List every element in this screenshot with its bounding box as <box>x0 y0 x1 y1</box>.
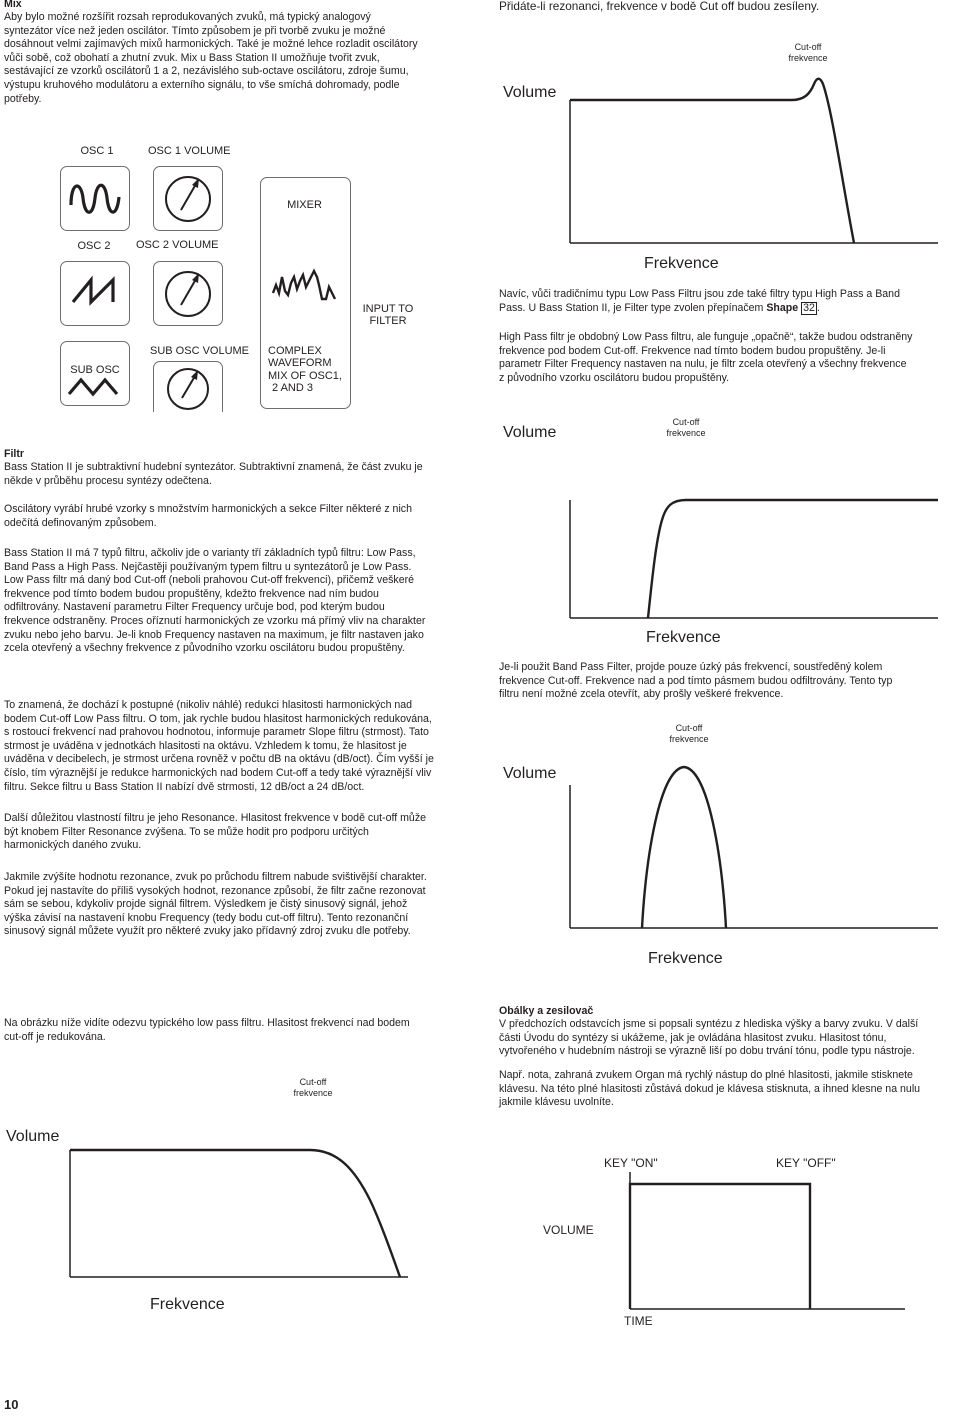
text-line: potřeby. <box>4 92 42 105</box>
text-line <box>499 302 959 316</box>
highpass-frequency-label: Frekvence <box>646 629 721 646</box>
mix-paragraph <box>4 11 474 106</box>
bandpass-cutoff-label <box>664 723 714 744</box>
knob-icon <box>154 362 222 412</box>
filtr-paragraph-1 <box>4 461 474 488</box>
text-line: výstupu kruhového modulátoru a externího signálu, to vše smíchá dohromady, podle <box>4 78 400 91</box>
text-line: Oscilátory vyrábí hrubé vzorky s množstvím harmonických a sekce Filter některé z nich <box>4 503 412 515</box>
lowpass-cutoff-label <box>288 1077 338 1098</box>
text-line: části Úvodu do syntézy si ukážeme, jak je ovládána hlasitost zvuku. Hlasitost tónu, <box>499 1031 887 1044</box>
key-on-label: KEY "ON" <box>604 1156 658 1170</box>
text-line: číslo, tím výraznější je redukce harmonických nad bodem Cut-off a tedy také výraznější vliv <box>4 766 432 779</box>
text-line: Na obrázku níže vidíte odezvu typického low pass filtru. Hlasitost frekvencí nad bodem <box>4 1017 410 1029</box>
text-line: Navíc, vůči tradičnímu typu Low Pass Filtru jsou zde také filtry typu High Pass a Band <box>499 288 900 300</box>
text-line: harmonických daného zvuku. <box>4 839 142 852</box>
text-line: Jakmile zvýšíte hodnotu rezonance, zvuk po průchodu filtrem nabude svištivější charakter. <box>4 871 427 883</box>
resonance-frequency-label: Frekvence <box>644 255 719 272</box>
text-line: Aby bylo možné rozšířit rozsah reprodukovaných zvuků, má typický analogový <box>4 11 371 23</box>
text-line: filtru není možné zcela otevřít, aby prošly veškeré frekvence. <box>499 688 784 701</box>
filtr-paragraph-2 <box>4 503 474 530</box>
complex-waveform-icon <box>270 265 340 310</box>
label-line: frekvence <box>788 52 828 63</box>
bandpass-volume-label: Volume <box>503 765 557 782</box>
osc1-label: OSC 1 <box>80 145 114 157</box>
text-line: frekvence pod tímto bodem budou propuštěny, kdežto frekvence nad ním budou <box>4 587 379 600</box>
text-line: zcela otevřený a všechny frekvence z původního vzorku oscilátoru budou propuštěny. <box>4 642 405 655</box>
lowpass-intro <box>4 1017 476 1044</box>
text-line: sám se sebou, kdykoliv projde signál filtrem. Výsledkem je čistý sinusový signál, jehož <box>4 898 408 911</box>
filtr-paragraph-4 <box>4 699 476 794</box>
text-line: High Pass filtr je obdobný Low Pass filtru, ale funguje „opačně“, takže budou odstraněny <box>499 331 913 343</box>
highpass-volume-label: Volume <box>503 424 557 441</box>
label-line: Cut-off <box>672 417 700 427</box>
label-line: frekvence <box>293 1087 333 1098</box>
sub-osc-label: SUB OSC <box>70 364 120 376</box>
resonance-volume-label: Volume <box>503 84 557 101</box>
mix-heading: Mix <box>4 0 22 10</box>
text-line: Pokud jej nastavíte do příliš vysokých hodnot, rezonance způsobí, že filtr začne rezonovat <box>4 884 426 897</box>
resonance-cutoff-label <box>783 42 833 63</box>
text-line: Další důležitou vlastností filtru je jeho Resonance. Hlasitost frekvence v bodě cut-off může <box>4 812 427 824</box>
text-line: být knobem Filter Resonance zvýšena. To se může hodit pro podporu určitých <box>4 825 369 838</box>
obalky-paragraph-1 <box>499 1018 960 1059</box>
lowpass-volume-label: Volume <box>6 1128 60 1145</box>
label-line: COMPLEX <box>268 345 322 357</box>
sine-wave-icon <box>61 167 129 230</box>
osc2-volume-knob-box <box>153 261 223 326</box>
complex-waveform-label <box>268 345 348 395</box>
bandpass-response-graph <box>570 745 940 930</box>
osc2-volume-label: OSC 2 VOLUME <box>136 239 219 251</box>
sub-osc-wave-box <box>60 341 130 406</box>
shape-switch-name: Shape <box>766 301 799 314</box>
text-line: Bass Station II má 7 typů filtru, ačkoliv jde o varianty tří základních typů filtru: Low Pass, <box>4 547 416 559</box>
label-line: FILTER <box>369 315 407 328</box>
text-line: V předchozích odstavcích jsme si popsali syntézu z hlediska výšky a barvy zvuku. V další <box>499 1018 919 1030</box>
text-line: filtru. Sekce filtru u Bass Station II nabízí dvě strmosti, 12 dB/oct a 24 dB/oct. <box>4 780 365 793</box>
text-line: Bass Station II je subtraktivní hudební syntezátor. Subtraktivní znamená, že část zvuku je <box>4 461 423 473</box>
text-line: odfiltrovány. Nastavení parametru Filter Frequency určuje bod, pod kterým budou <box>4 601 385 614</box>
text-line: s rostoucí frekvencí nad prahovou hodnotou, informuje parametr Slope filtru (strmost). Tato <box>4 726 429 739</box>
text-line: jakmile klávesu uvolníte. <box>499 1096 614 1109</box>
text-line: odečítá definovaným způsobem. <box>4 516 157 529</box>
text-line: To znamená, že dochází k postupné (nikoliv náhlé) redukci hlasitosti harmonických nad <box>4 699 413 711</box>
osc1-volume-knob-box <box>153 166 223 231</box>
text-line: někde v průběhu procesu syntézy odečtena. <box>4 474 212 487</box>
page-number: 10 <box>4 1397 19 1412</box>
label-line: Cut-off <box>299 1077 327 1087</box>
text-line: Např. nota, zahraná zvukem Organ má rychlý nástup do plné hlasitosti, jakmile stisknete <box>499 1069 913 1081</box>
obalky-heading: Obálky a zesilovač <box>499 1005 594 1017</box>
text-line: vůči sobě, což obohatí a zhutní zvuk. Mix u Bass Station II umožňuje tvořit zvuk, <box>4 51 380 64</box>
filtr-paragraph-6 <box>4 871 476 939</box>
text-span: Pass. U Bass Station II, je Filter type zvolen přepínačem <box>499 301 767 314</box>
text-line: sestávající ze vzorků oscilátorů 1 a 2, nezávislého sub-octave oscilátoru, zdroje šumu, <box>4 65 409 78</box>
sub-osc-volume-label: SUB OSC VOLUME <box>150 345 250 357</box>
key-off-label: KEY "OFF" <box>776 1156 836 1170</box>
text-line: sinusový signál můžete využít pro některé zvuky jako přídavný zdroj zvuku dle potřeby. <box>4 925 411 938</box>
envelope-time-label: TIME <box>624 1314 653 1328</box>
sub-osc-volume-knob-box <box>153 361 223 412</box>
envelope-volume-label: VOLUME <box>543 1223 594 1237</box>
osc2-wave-box <box>60 261 130 326</box>
text-line: frekvence Cut-off. Frekvence nad a pod tímto pásmem budou odfiltrovány. Tento typ <box>499 674 893 687</box>
knob-icon <box>154 167 222 230</box>
resonance-response-graph <box>570 70 940 245</box>
text-line: vytvořeného v hudebním nástroji se výrazně liší po dobu trvání tónu, podle typu nástroje. <box>499 1045 915 1058</box>
label-line: INPUT TO <box>362 303 414 315</box>
organ-envelope-graph <box>560 1172 940 1312</box>
obalky-paragraph-2 <box>499 1069 960 1110</box>
filtr-heading: Filtr <box>4 448 25 460</box>
text-line: uváděna v decibelech, je strmost určena rovněž v počtu dB na oktávu (dB/oct). Čím vyšší je <box>4 753 434 766</box>
lowpass-frequency-label: Frekvence <box>150 1296 225 1313</box>
text-line: strmost je uváděna v jednotkách hlasitosti na oktávu. Vzhledem k tomu, že hlasitost je <box>4 739 407 752</box>
bandpass-paragraph <box>499 661 959 702</box>
input-to-filter-label <box>358 303 418 328</box>
label-line: MIX OF OSC1, <box>268 369 342 382</box>
resonance-caption: Přidáte-li rezonanci, frekvence v bodě Cut off budou zesíleny. <box>499 0 820 13</box>
bandpass-frequency-label: Frekvence <box>648 950 723 967</box>
shape-switch-number: 32 <box>803 301 815 314</box>
lowpass-response-graph <box>70 1100 410 1280</box>
filtr-paragraph-5 <box>4 812 476 853</box>
label-line: 2 AND 3 <box>272 382 313 395</box>
text-line: syntezátor více než jeden oscilátor. Tímto způsobem je při tvorbě zvuku je možné <box>4 24 386 37</box>
text-line: parametr Filter Frequency nastaven na nulu, je filtr zcela otevřený a všechny frekvence <box>499 358 907 371</box>
text-line: Je-li použit Band Pass Filter, projde pouze úzký pás frekvencí, soustředěný kolem <box>499 661 883 673</box>
text-line: frekvence pod bodem Cut-off. Frekvence nad tímto bodem budou propuštěny. Je-li <box>499 344 886 357</box>
text-line: Band Pass a High Pass. Nejčastěji používaným typem filtru u syntezátorů je Low Pass. <box>4 560 412 573</box>
highpass-response-graph <box>570 440 940 620</box>
text-span: . <box>816 301 820 314</box>
highpass-paragraph-2 <box>499 331 959 385</box>
text-line: z původního vzorku oscilátoru budou propuštěny. <box>499 371 730 384</box>
osc1-volume-label: OSC 1 VOLUME <box>148 145 231 157</box>
text-line: dosáhnout velmi zajímavých mixů harmonických. Také je možné lehce rozladit oscilátory <box>4 38 418 51</box>
label-line: frekvence <box>669 733 709 744</box>
text-line: cut-off je redukována. <box>4 1030 106 1043</box>
label-line: WAVEFORM <box>268 357 332 370</box>
mixer-label: MIXER <box>287 199 322 211</box>
highpass-cutoff-label <box>661 417 711 438</box>
osc1-wave-box <box>60 166 130 231</box>
text-line: Low Pass filtr má daný bod Cut-off (neboli prahovou Cut-off frekvenci), přičemž veškeré <box>4 574 415 587</box>
sawtooth-wave-icon <box>61 262 129 325</box>
osc2-label: OSC 2 <box>77 240 111 252</box>
filtr-paragraph-3 <box>4 547 474 656</box>
text-line: bodem Cut-off Low Pass filtru. O tom, jak rychle budou hlasitost harmonických redukována, <box>4 712 432 725</box>
highpass-paragraph-1 <box>499 288 959 315</box>
label-line: Cut-off <box>794 42 822 52</box>
text-line: klávesu. Na této plné hlasitosti zůstává dokud je klávesa stisknuta, a ihned klesne na nulu <box>499 1082 921 1095</box>
text-line: zvuku nebo jeho barvu. Je-li knob Frequency nastaven na maximum, je filtr nastaven jako <box>4 628 424 641</box>
label-line: Cut-off <box>675 723 703 733</box>
knob-icon <box>154 262 222 325</box>
label-line: frekvence <box>666 427 706 438</box>
text-line: frekvence odstraněny. Proces oříznutí harmonických ze vzorku má přímý vliv na charakter <box>4 614 426 627</box>
text-line: výška závisí na nastavení knobu Frequency (tedy bodu cut-off filtru). Tento rezonanční <box>4 911 409 924</box>
